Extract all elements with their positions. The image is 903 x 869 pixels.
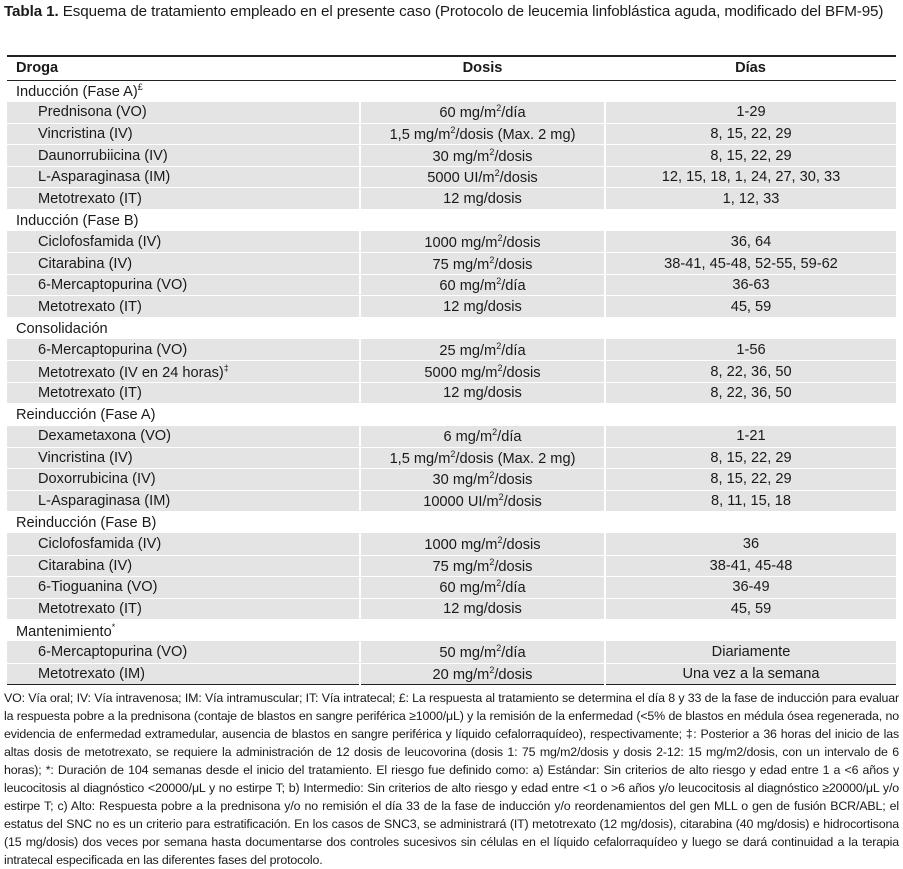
dose-cell: [360, 274, 605, 296]
days-value: 45, 59: [730, 298, 772, 315]
table-row: [7, 663, 896, 685]
drug-text: Consolidación: [16, 320, 108, 337]
drug-cell: [7, 382, 360, 404]
table-row: [7, 577, 896, 599]
days-value: 8, 15, 22, 29: [710, 125, 792, 142]
days-cell: [605, 512, 896, 534]
drug-text: Reinducción (Fase B): [16, 514, 157, 531]
drug-text: Citarabina (IV): [38, 557, 133, 574]
days-cell: [605, 533, 896, 555]
days-cell: [605, 490, 896, 512]
drug-text: Inducción (Fase B): [16, 212, 139, 229]
dose-cell: [360, 296, 605, 318]
drug-text: Doxorrubicina (IV): [38, 471, 156, 488]
drug-text: Citarabina (IV): [38, 255, 133, 272]
drug-cell: [7, 598, 360, 620]
drug-text: Mantenimiento: [16, 623, 112, 640]
dose-cell: [360, 404, 605, 426]
drug-cell: [7, 231, 360, 253]
dose-cell: [360, 512, 605, 534]
drug-text: 6-Mercaptopurina (VO): [38, 341, 188, 358]
days-value: 38-41, 45-48, 52-55, 59-62: [664, 255, 838, 272]
dose-unit: /día: [501, 644, 526, 661]
drug-text: 6-Tioguanina (VO): [38, 579, 158, 596]
drug-text: Inducción (Fase A): [16, 84, 138, 101]
days-cell: [605, 318, 896, 340]
drug-text: 6-Mercaptopurina (VO): [38, 643, 188, 660]
dose-value: 12 mg/dosis: [443, 190, 522, 207]
days-value: 8, 22, 36, 50: [710, 385, 792, 402]
dose-value: 60 mg/m: [439, 105, 497, 122]
days-cell: [605, 598, 896, 620]
days-cell: [605, 210, 896, 232]
drug-cell: [7, 253, 360, 275]
table-header-row: [7, 56, 896, 80]
table-row: [7, 145, 896, 167]
days-cell: [605, 620, 896, 642]
days-value: 36: [742, 536, 760, 553]
dose-unit: /dosis: [503, 494, 542, 511]
days-cell: [605, 274, 896, 296]
days-value: 8, 15, 22, 29: [710, 449, 792, 466]
dose-cell: [360, 318, 605, 340]
days-value: 8, 15, 22, 29: [710, 147, 792, 164]
table-row: [7, 426, 896, 448]
drug-cell: [7, 339, 360, 361]
drug-text: Ciclofosfamida (IV): [38, 233, 162, 250]
drug-text: 6-Mercaptopurina (VO): [38, 277, 188, 294]
squared-marker: 2: [496, 340, 502, 351]
dose-unit: /día: [497, 429, 522, 446]
drug-text: Metotrexato (IM): [38, 665, 146, 682]
caption-label: Tabla 1.: [4, 3, 59, 20]
dose-cell: [360, 339, 605, 361]
days-value: 1, 12, 33: [722, 190, 780, 207]
drug-cell: [7, 145, 360, 167]
dose-value: 5000 mg/m: [424, 364, 498, 381]
drug-cell: [7, 577, 360, 599]
dose-value: 60 mg/m: [439, 580, 497, 597]
dose-cell: [360, 166, 605, 188]
header-days: Días: [605, 56, 896, 80]
squared-marker: 2: [497, 232, 503, 243]
dose-unit: /dosis (Max. 2 mg): [455, 126, 576, 143]
table-row: [7, 469, 896, 491]
drug-text: L-Asparaginasa (IM): [38, 493, 171, 510]
days-value: 8, 22, 36, 50: [710, 363, 792, 380]
dose-value: 75 mg/m: [432, 558, 490, 575]
table-row: [7, 555, 896, 577]
days-value: 8, 15, 22, 29: [710, 471, 792, 488]
table-row: [7, 188, 896, 210]
table-row: [7, 339, 896, 361]
dose-unit: /dosis: [502, 234, 541, 251]
drug-cell: [7, 663, 360, 685]
dose-unit: /día: [501, 342, 526, 359]
dose-cell: [360, 577, 605, 599]
phase-row: [7, 404, 896, 426]
phase-name: [7, 620, 360, 642]
drug-text: Daunorrubiicina (IV): [38, 147, 168, 164]
dose-value: 5000 UI/m: [427, 170, 495, 187]
phase-name: [7, 512, 360, 534]
dose-cell: [360, 80, 605, 102]
dose-unit: /dosis: [502, 364, 541, 381]
footnote-marker: *: [111, 621, 116, 632]
drug-cell: [7, 188, 360, 210]
phase-name: [7, 404, 360, 426]
treatment-table-container: [7, 55, 896, 685]
phase-name: [7, 80, 360, 102]
phase-row: [7, 210, 896, 232]
drug-text: Metotrexato (IT): [38, 601, 142, 618]
days-cell: [605, 361, 896, 383]
dose-unit: /día: [501, 278, 526, 295]
table-footnotes: VO: Vía oral; IV: Vía intravenosa; IM: Vía intramuscular; IT: Vía intratecal; £: La respuesta al tratamiento se determina el día 8 y 33 de la fase de inducción para evaluar la respuesta pobre a la prednisona (contaje de blastos en sangre periférica ≥1000/μL) y la remisión de la enfermedad (<5% de blastos en médula ósea regenerada, no evidencia de enfermedad extramedular, ausencia de blastos en sangre periférica y líquido cefalorraquídeo), respectivamente; ‡: Posterior a 36 horas del inicio de las altas dosis de metotrexato, se requiere la administración de 12 dosis de leucovorina (dosis 1: 75 mg/m2/dosis y dosis 2-12: 15 mg/m2/dosis, con un intervalo de 6 horas); *: Duración de 104 semanas desde el inicio del tratamiento. El riesgo fue definido como: a) Estándar: Sin criterios de alto riesgo y edad entre 1 a <6 años y leucocitosis al diagnóstico <20000/μL y no estirpe T; b) Intermedio: Sin criterios de alto riesgo y edad entre <1 o >6 años y/o leucocitosis al diagnóstico ≥20000/μL y/o estirpe T; c) Alto: Respuesta pobre a la prednisona y/o no remisión el día 33 de la fase de inducción y/o reordenamientos del gen MLL o gen de fusión BCR/ABL; el estatus del SNC no es un criterio para estratificación. En los casos de SNC3, se administrará (IT) metotrexato (12 mg/dosis), citarabina (40 mg/dosis) e hidrocortisona (15 mg/dosis) dos veces por semana hasta documentarse dos controles sucesivos sin células en el líquido cefalorraquídeo y luego se dará continuidad a la terapia intratecal especificada en las diferentes fases del protocolo.: [4, 691, 899, 867]
dose-unit: /dosis: [499, 170, 538, 187]
days-cell: [605, 404, 896, 426]
table-row: [7, 533, 896, 555]
drug-cell: [7, 447, 360, 469]
days-cell: [605, 447, 896, 469]
days-cell: [605, 469, 896, 491]
dose-unit: /dosis: [494, 666, 533, 683]
drug-text: Dexametaxona (VO): [38, 428, 172, 445]
days-value: 1-21: [736, 428, 766, 445]
days-cell: [605, 253, 896, 275]
table-row: [7, 598, 896, 620]
dose-value: 12 mg/dosis: [443, 298, 522, 315]
drug-cell: [7, 274, 360, 296]
dose-value: 50 mg/m: [439, 644, 497, 661]
dose-cell: [360, 188, 605, 210]
table-row: [7, 447, 896, 469]
table-row: [7, 296, 896, 318]
dose-cell: [360, 598, 605, 620]
days-cell: [605, 663, 896, 685]
dose-cell: [360, 102, 605, 124]
days-value: 36-63: [732, 277, 770, 294]
dose-cell: [360, 490, 605, 512]
dose-value: 10000 UI/m: [423, 494, 499, 511]
phase-name: [7, 210, 360, 232]
dose-cell: [360, 145, 605, 167]
drug-text: Metotrexato (IT): [38, 190, 142, 207]
days-value: 1-29: [736, 104, 766, 121]
days-value: 1-56: [736, 341, 766, 358]
header-drug: Droga: [7, 56, 360, 80]
table-row: [7, 490, 896, 512]
phase-row: [7, 318, 896, 340]
dose-unit: /día: [501, 580, 526, 597]
squared-marker: 2: [496, 642, 502, 653]
days-cell: [605, 426, 896, 448]
drug-text: Prednisona (VO): [38, 104, 147, 121]
dose-value: 30 mg/m: [432, 472, 490, 489]
table-row: [7, 361, 896, 383]
drug-cell: [7, 123, 360, 145]
dose-value: 12 mg/dosis: [443, 385, 522, 402]
squared-marker: 2: [489, 254, 495, 265]
days-value: 8, 11, 15, 18: [710, 493, 792, 510]
days-cell: [605, 123, 896, 145]
dose-cell: [360, 663, 605, 685]
days-value: 36, 64: [730, 233, 772, 250]
drug-text: Vincristina (IV): [38, 449, 133, 466]
squared-marker: 2: [489, 556, 495, 567]
dose-cell: [360, 641, 605, 663]
drug-cell: [7, 641, 360, 663]
table-row: [7, 231, 896, 253]
drug-cell: [7, 296, 360, 318]
squared-marker: 2: [497, 362, 503, 373]
drug-cell: [7, 490, 360, 512]
squared-marker: 2: [494, 168, 500, 179]
days-cell: [605, 231, 896, 253]
drug-text: Metotrexato (IT): [38, 298, 142, 315]
table-row: [7, 166, 896, 188]
table-row: [7, 274, 896, 296]
drug-text: Ciclofosfamida (IV): [38, 536, 162, 553]
dose-unit: /dosis: [494, 148, 533, 165]
squared-marker: 2: [489, 664, 495, 675]
dose-cell: [360, 620, 605, 642]
days-cell: [605, 296, 896, 318]
dose-cell: [360, 447, 605, 469]
dose-cell: [360, 253, 605, 275]
days-cell: [605, 102, 896, 124]
table-row: [7, 102, 896, 124]
dose-cell: [360, 469, 605, 491]
dose-cell: [360, 361, 605, 383]
dose-unit: /día: [501, 105, 526, 122]
dose-value: 75 mg/m: [432, 256, 490, 273]
squared-marker: 2: [492, 427, 498, 438]
days-value: 36-49: [732, 579, 770, 596]
footnote-marker: ‡: [223, 362, 229, 373]
dose-value: 30 mg/m: [432, 148, 490, 165]
dose-unit: /dosis (Max. 2 mg): [455, 450, 576, 467]
phase-row: [7, 80, 896, 102]
squared-marker: 2: [489, 146, 495, 157]
phase-name: [7, 318, 360, 340]
dose-cell: [360, 231, 605, 253]
drug-cell: [7, 555, 360, 577]
header-dose: Dosis: [360, 56, 605, 80]
squared-marker: 2: [496, 103, 502, 114]
drug-cell: [7, 469, 360, 491]
dose-value: 1000 mg/m: [424, 234, 498, 251]
days-value: Diariamente: [711, 643, 791, 660]
dose-unit: /dosis: [494, 256, 533, 273]
dose-cell: [360, 123, 605, 145]
dose-cell: [360, 533, 605, 555]
dose-unit: /dosis: [502, 537, 541, 554]
table-row: [7, 382, 896, 404]
dose-unit: /dosis: [494, 558, 533, 575]
dose-value: 25 mg/m: [439, 342, 497, 359]
dose-value: 12 mg/dosis: [443, 601, 522, 618]
table-row: [7, 253, 896, 275]
phase-row: [7, 620, 896, 642]
days-value: 12, 15, 18, 1, 24, 27, 30, 33: [661, 169, 841, 186]
dose-cell: [360, 555, 605, 577]
table-body: [7, 80, 896, 685]
squared-marker: 2: [450, 448, 456, 459]
days-cell: [605, 166, 896, 188]
squared-marker: 2: [497, 535, 503, 546]
days-cell: [605, 80, 896, 102]
drug-cell: [7, 533, 360, 555]
phase-row: [7, 512, 896, 534]
days-cell: [605, 641, 896, 663]
drug-cell: [7, 102, 360, 124]
days-cell: [605, 188, 896, 210]
days-value: Una vez a la semana: [682, 665, 820, 682]
squared-marker: 2: [489, 470, 495, 481]
drug-cell: [7, 426, 360, 448]
squared-marker: 2: [450, 124, 456, 135]
treatment-table: [7, 55, 896, 685]
dose-value: 20 mg/m: [432, 666, 490, 683]
dose-value: 1000 mg/m: [424, 537, 498, 554]
squared-marker: 2: [496, 578, 502, 589]
days-value: 38-41, 45-48: [709, 557, 793, 574]
dose-cell: [360, 382, 605, 404]
drug-text: Metotrexato (IT): [38, 385, 142, 402]
days-cell: [605, 382, 896, 404]
drug-text: Reinducción (Fase A): [16, 406, 156, 423]
dose-value: 1,5 mg/m: [389, 126, 451, 143]
dose-cell: [360, 426, 605, 448]
dose-unit: /dosis: [494, 472, 533, 489]
dose-value: 60 mg/m: [439, 278, 497, 295]
dose-value: 6 mg/m: [443, 429, 493, 446]
drug-text: L-Asparaginasa (IM): [38, 169, 171, 186]
drug-text: Vincristina (IV): [38, 125, 133, 142]
table-row: [7, 123, 896, 145]
caption-text: Esquema de tratamiento empleado en el presente caso (Protocolo de leucemia linfoblástica aguda, modificado del BFM-95): [58, 3, 884, 20]
days-cell: [605, 577, 896, 599]
drug-cell: [7, 361, 360, 383]
table-caption: [4, 2, 899, 22]
drug-text: Metotrexato (IV en 24 horas): [38, 364, 224, 381]
table-row: [7, 641, 896, 663]
dose-cell: [360, 210, 605, 232]
days-cell: [605, 555, 896, 577]
squared-marker: 2: [498, 492, 504, 503]
dose-value: 1,5 mg/m: [389, 450, 451, 467]
days-cell: [605, 339, 896, 361]
days-cell: [605, 145, 896, 167]
footnote-marker: £: [137, 82, 143, 93]
drug-cell: [7, 166, 360, 188]
squared-marker: 2: [496, 276, 502, 287]
days-value: 45, 59: [730, 601, 772, 618]
